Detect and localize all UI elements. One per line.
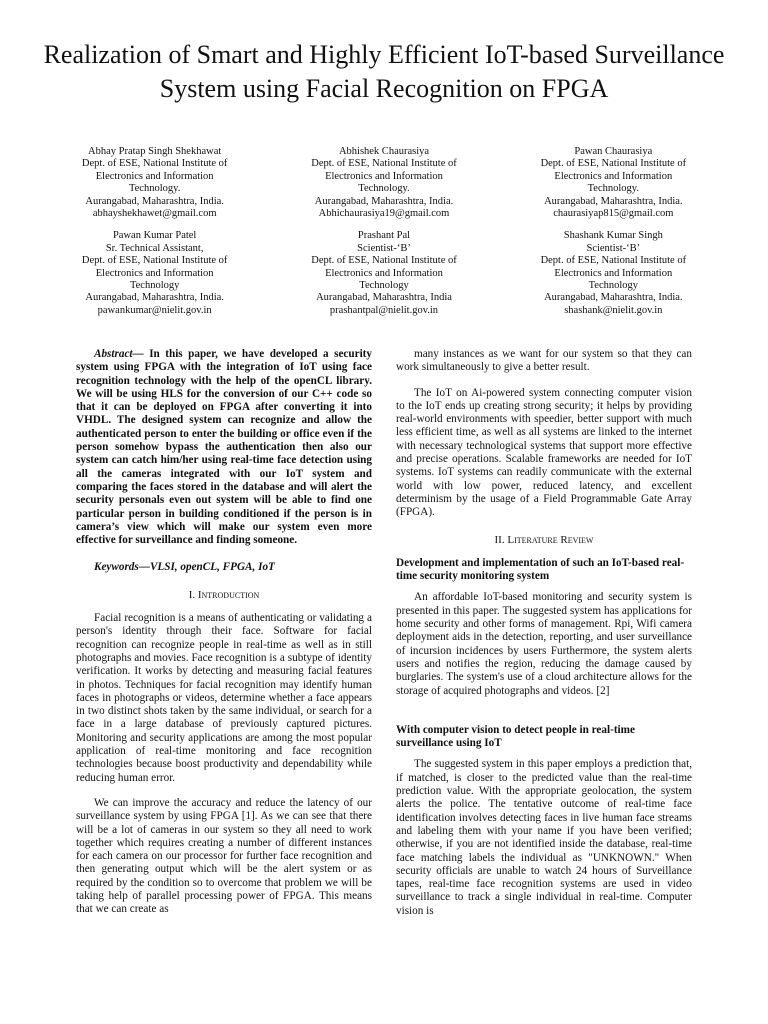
subsection-heading: With computer vision to detect people in real-time surveillance using IoT bbox=[396, 723, 635, 750]
author-name: Abhishek Chaurasiya bbox=[338, 146, 430, 157]
author-affiliation-line: Electronics and Information bbox=[325, 170, 443, 182]
author-affiliation-line: Aurangabad, Maharashtra, India. bbox=[85, 292, 224, 304]
paragraph: The IoT on Ai-powered system connecting computer vision to the IoT ends up creating strong security; it helps by providing real-world environments with speedier, better support with much less efficient time, as well as all systems are linked to the internet with necessary technological systems that support more effective and precise operations. Scalable frameworks are needed for IoT systems. IoT systems can readily communicate with the external world with low power, reduced latency, and excellent determinism by the usage of a Field Programmable Gate Array (FPGA). bbox=[396, 386, 692, 519]
author-affiliation-line: Sr. Technical Assistant, bbox=[105, 242, 204, 254]
author-affiliation-line: Technology. bbox=[587, 183, 639, 195]
section-title: Literature Review bbox=[507, 533, 594, 546]
paragraph: The suggested system in this paper employs a prediction that, if matched, is closer to the predicted value than the real-time prediction value. With the appropriate geolocation, the system alerts the police. The tentative outcome of real-time face identification involves detecting faces in live human face streams and labeling them with your name if you have been verified; otherwise, if you are not identified inside the database, real-time face matching labels the individual as "UNKNOWN." When security officials are unable to watch 24 hours of Surveillance tapes, real-time face recognition systems are used in video surveillance to track a single individual in real-time. Computer vision is bbox=[396, 758, 692, 917]
author-affiliation-line: Scientist-‘B’ bbox=[357, 242, 411, 254]
author-affiliation-line: Technology bbox=[359, 280, 409, 292]
author-affiliation-line: Electronics and Information bbox=[325, 267, 443, 279]
paragraph: many instances as we want for our system so that they can work simultaneously to give a better result. bbox=[396, 348, 692, 374]
section-title: Introduction bbox=[197, 588, 260, 601]
author-name: Abhay Pratap Singh Shekhawat bbox=[88, 146, 222, 157]
author-3 bbox=[499, 146, 728, 220]
author-affiliation-line: Electronics and Information bbox=[554, 170, 673, 182]
author-affiliation-line: Technology bbox=[588, 280, 639, 292]
paragraph: An affordable IoT-based monitoring and security system is presented in this paper. The suggested system has applications for home security and other forms of management. Rpi, Wifi camera deployment aids in the detection, reporting, and user surveillance of incursion incidences by users Furthermore, the system alerts users and notifies the region, reducing the damage caused by burglaries. The system's use of a cloud architecture allows for the storage of acquired photographs and videos. [2] bbox=[396, 591, 692, 697]
author-affiliation-line: Aurangabad, Maharashtra, India. bbox=[544, 195, 683, 207]
subsection-heading: Development and implementation of such an IoT-based real-time security monitoring system bbox=[396, 556, 685, 583]
author-affiliation-line: Electronics and Information bbox=[95, 170, 214, 182]
author-2 bbox=[269, 146, 498, 220]
author-affiliation-line: Aurangabad, Maharashtra, India bbox=[316, 292, 452, 304]
author-affiliation-line: Technology. bbox=[358, 183, 410, 195]
author-affiliation-line: Dept. of ESE, National Institute of bbox=[540, 255, 687, 267]
author-5 bbox=[269, 230, 498, 317]
abstract bbox=[76, 348, 372, 547]
author-affiliation-line: Dept. of ESE, National Institute of bbox=[311, 255, 457, 267]
author-affiliation-line: Scientist-‘B’ bbox=[586, 242, 641, 254]
author-affiliation-line: Electronics and Information bbox=[95, 267, 214, 279]
section-number: I. bbox=[188, 588, 196, 601]
author-email: chaurasiyap815@gmail.com bbox=[553, 208, 674, 220]
author-affiliation-line: Aurangabad, Maharashtra, India. bbox=[85, 195, 224, 207]
author-affiliation-line: Aurangabad, Maharashtra, India. bbox=[314, 195, 454, 207]
section-number: II. bbox=[494, 533, 505, 546]
paper-title: Realization of Smart and Highly Efficient IoT-based Surveillance System using Facial Recognition on FPGA bbox=[43, 40, 725, 103]
author-name: Shashank Kumar Singh bbox=[563, 230, 663, 242]
author-4 bbox=[40, 230, 269, 317]
author-affiliation-line: Dept. of ESE, National Institute of bbox=[311, 158, 457, 170]
abstract-lead: Abstract— bbox=[94, 348, 144, 360]
section-heading-literature-review bbox=[396, 534, 692, 547]
author-affiliation-line: Dept. of ESE, National Institute of bbox=[540, 158, 687, 170]
author-email: abhayshekhawet@gmail.com bbox=[92, 208, 217, 220]
author-block bbox=[40, 146, 728, 317]
author-name: Prashant Pal bbox=[357, 230, 411, 242]
keywords: Keywords—VLSI, openCL, FPGA, IoT bbox=[94, 561, 275, 574]
author-affiliation-line: Technology bbox=[129, 280, 180, 292]
author-email: prashantpal@nielit.gov.in bbox=[329, 304, 439, 316]
paragraph: Facial recognition is a means of authenticating or validating a person's identity through their face. Software for facial recognition can recognize people in real-time as well as in still photographs and movies. Face recognition is a subtype of identity verification. It works by detecting and measuring facial features in photos. Techniques for facial recognition may identify human faces in photographs or videos, determine whether a face appears in two distinct shots taken by the same individual, or search for a face in a large database of previously captured pictures. Monitoring and security applications are among the most popular application of real-time monitoring and face recognition technologies because boost productivity and dependability while reducing human error. bbox=[76, 612, 372, 784]
author-affiliation-line: Technology. bbox=[128, 183, 181, 195]
section-heading-introduction bbox=[76, 589, 372, 602]
author-affiliation-line: Dept. of ESE, National Institute of bbox=[81, 255, 228, 267]
author-email: pawankumar@nielit.gov.in bbox=[97, 304, 212, 316]
author-affiliation-line: Aurangabad, Maharashtra, India. bbox=[544, 292, 683, 304]
abstract-text: In this paper, we have developed a security system using FPGA with the integration of IoT using face recognition technology with the help of the openCL library. We will be using HLS for the conversion of our C++ code so that it can be deployed on FPGA after converting it into VHDL. The designed system can recognize and allow the authenticated person to enter the building or office even if the person somehow bypass the authentication then also our system can catch him/her using real-time face detection using all the cameras integrated with our IoT system and comparing the faces stored in the database and will alert the security personals even out system will be able to find one particular person in building conditioned if the person is in camera’s view which will make our system even more effective for surveillance and finding someone. bbox=[76, 348, 372, 547]
left-column bbox=[76, 348, 372, 917]
author-6 bbox=[499, 230, 728, 317]
author-name: Pawan Kumar Patel bbox=[112, 230, 197, 242]
paragraph: We can improve the accuracy and reduce the latency of our surveillance system by using FPGA [1]. As we can see that there will be a lot of cameras in our system so they all need to work together which requires creating a number of different instances for each camera on our processor for further face recognition and then generating output which will be the alert system or as required by the condition so to overcome that problem we will be taking help of parallel processing power of FPGA. This means that we can create as bbox=[76, 796, 372, 916]
author-affiliation-line: Dept. of ESE, National Institute of bbox=[81, 158, 228, 170]
author-email: Abhichaurasiya19@gmail.com bbox=[318, 208, 450, 220]
author-name: Pawan Chaurasiya bbox=[574, 146, 653, 157]
author-email: shashank@nielit.gov.in bbox=[564, 304, 663, 316]
author-affiliation-line: Electronics and Information bbox=[554, 267, 673, 279]
author-1 bbox=[40, 146, 269, 220]
right-column bbox=[396, 348, 692, 918]
